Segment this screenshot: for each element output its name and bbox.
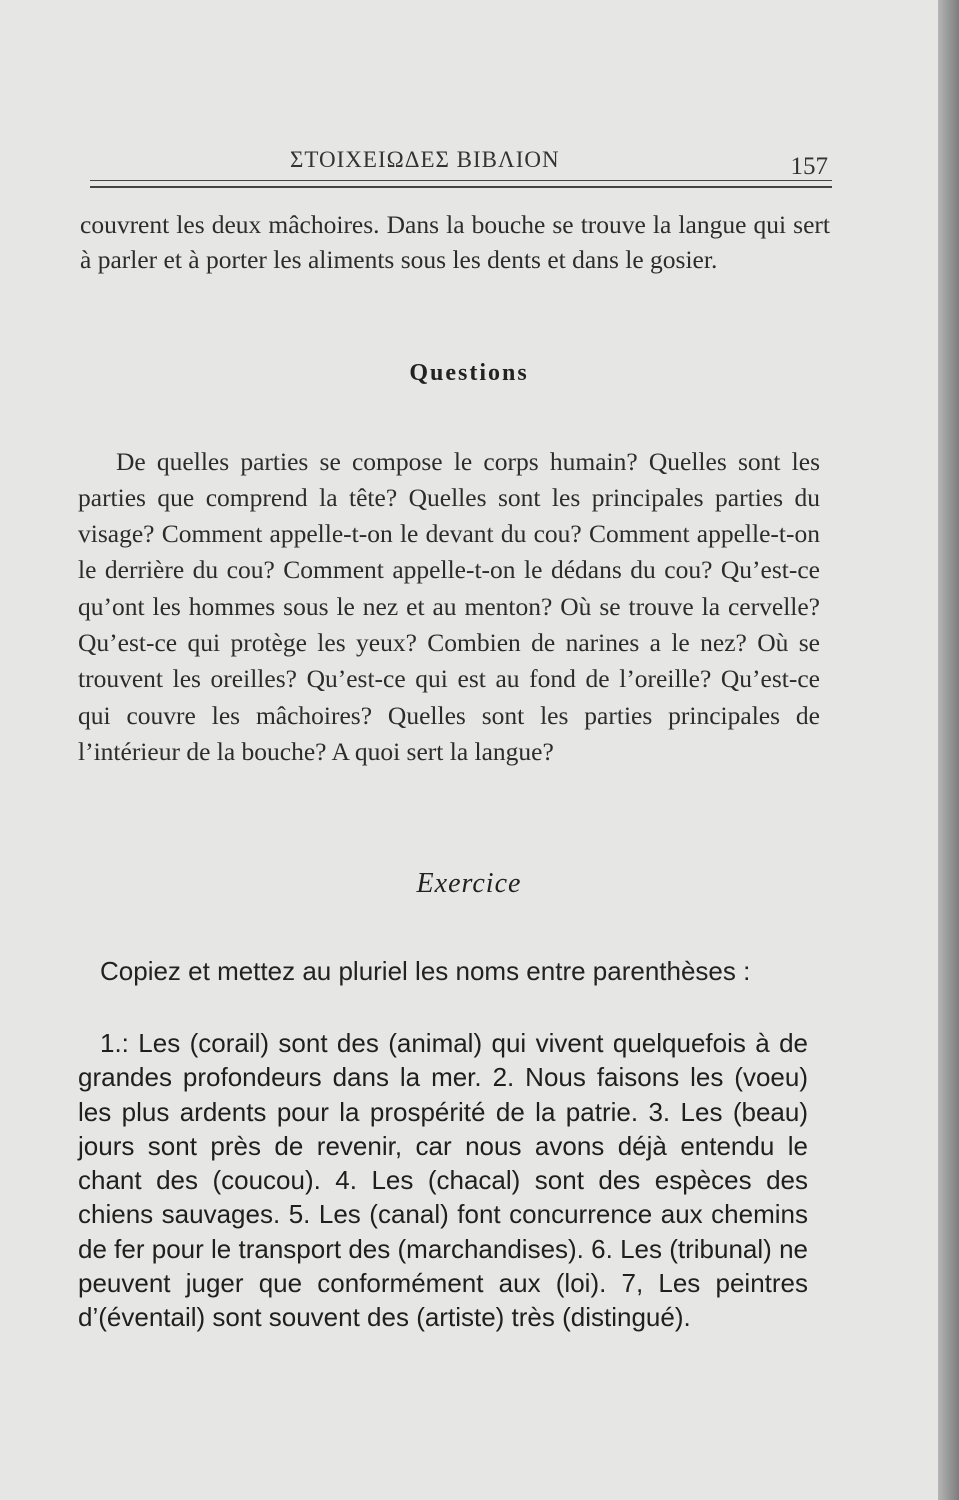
intro-text: couvrent les deux mâchoires. Dans la bouche se trouve la langue qui sert à parler et à porter les aliments sous les dents et dans le gosier. — [80, 210, 830, 274]
header-rule — [90, 180, 832, 181]
exercice-paragraph: 1.: Les (corail) sont des (animal) qui vivent quelquefois à de grandes profondeurs dans la mer. 2. Nous faisons les (voeu) les plus ardents pour la prospérité de la patrie. 3. Les (beau) jours sont près de revenir, car nous avons déjà entendu le chant des (coucou). 4. Les (chacal) sont des espèces des chiens sauvages. 5. Les (canal) font concurrence aux chemins de fer pour le transport des (marchandises). 6. Les (tribunal) ne peuvent juger que conformément aux (loi). 7, Les peintres d’(éventail) sont souvent des (artiste) très (distingué). — [78, 1028, 808, 1333]
exercice-heading: Exercice — [416, 868, 522, 899]
intro-paragraph — [80, 208, 830, 277]
page-number: 157 — [790, 153, 828, 180]
page-edge — [938, 0, 959, 1500]
page-header — [90, 145, 832, 185]
running-title: ΣΤΟΙΧΕΙΩΔΕΣ ΒΙΒΛΙΟΝ — [290, 147, 560, 172]
questions-heading: Questions — [409, 360, 529, 386]
header-rule-double — [90, 186, 832, 188]
exercice-instruction: Copiez et mettez au pluriel les noms entre parenthèses : — [100, 956, 751, 986]
questions-paragraph: De quelles parties se compose le corps humain? Quelles sont les parties que comprend la tête? Quelles sont les principales parties du visage? Comment appelle-t-on le devant du cou? Comment appelle-t-on le derrière du cou? Comment appelle-t-on le dédans du cou? Qu’est-ce qu’ont les hommes sous le nez et au menton? Où se trouve la cervelle? Qu’est-ce qui protège les yeux? Combien de narines a le nez? Où se trouvent les oreilles? Qu’est-ce qui est au fond de l’oreille? Qu’est-ce qui couvre les mâchoires? Quelles sont les parties principales de l’intérieur de la bouche? A quoi sert la langue? — [78, 446, 820, 766]
